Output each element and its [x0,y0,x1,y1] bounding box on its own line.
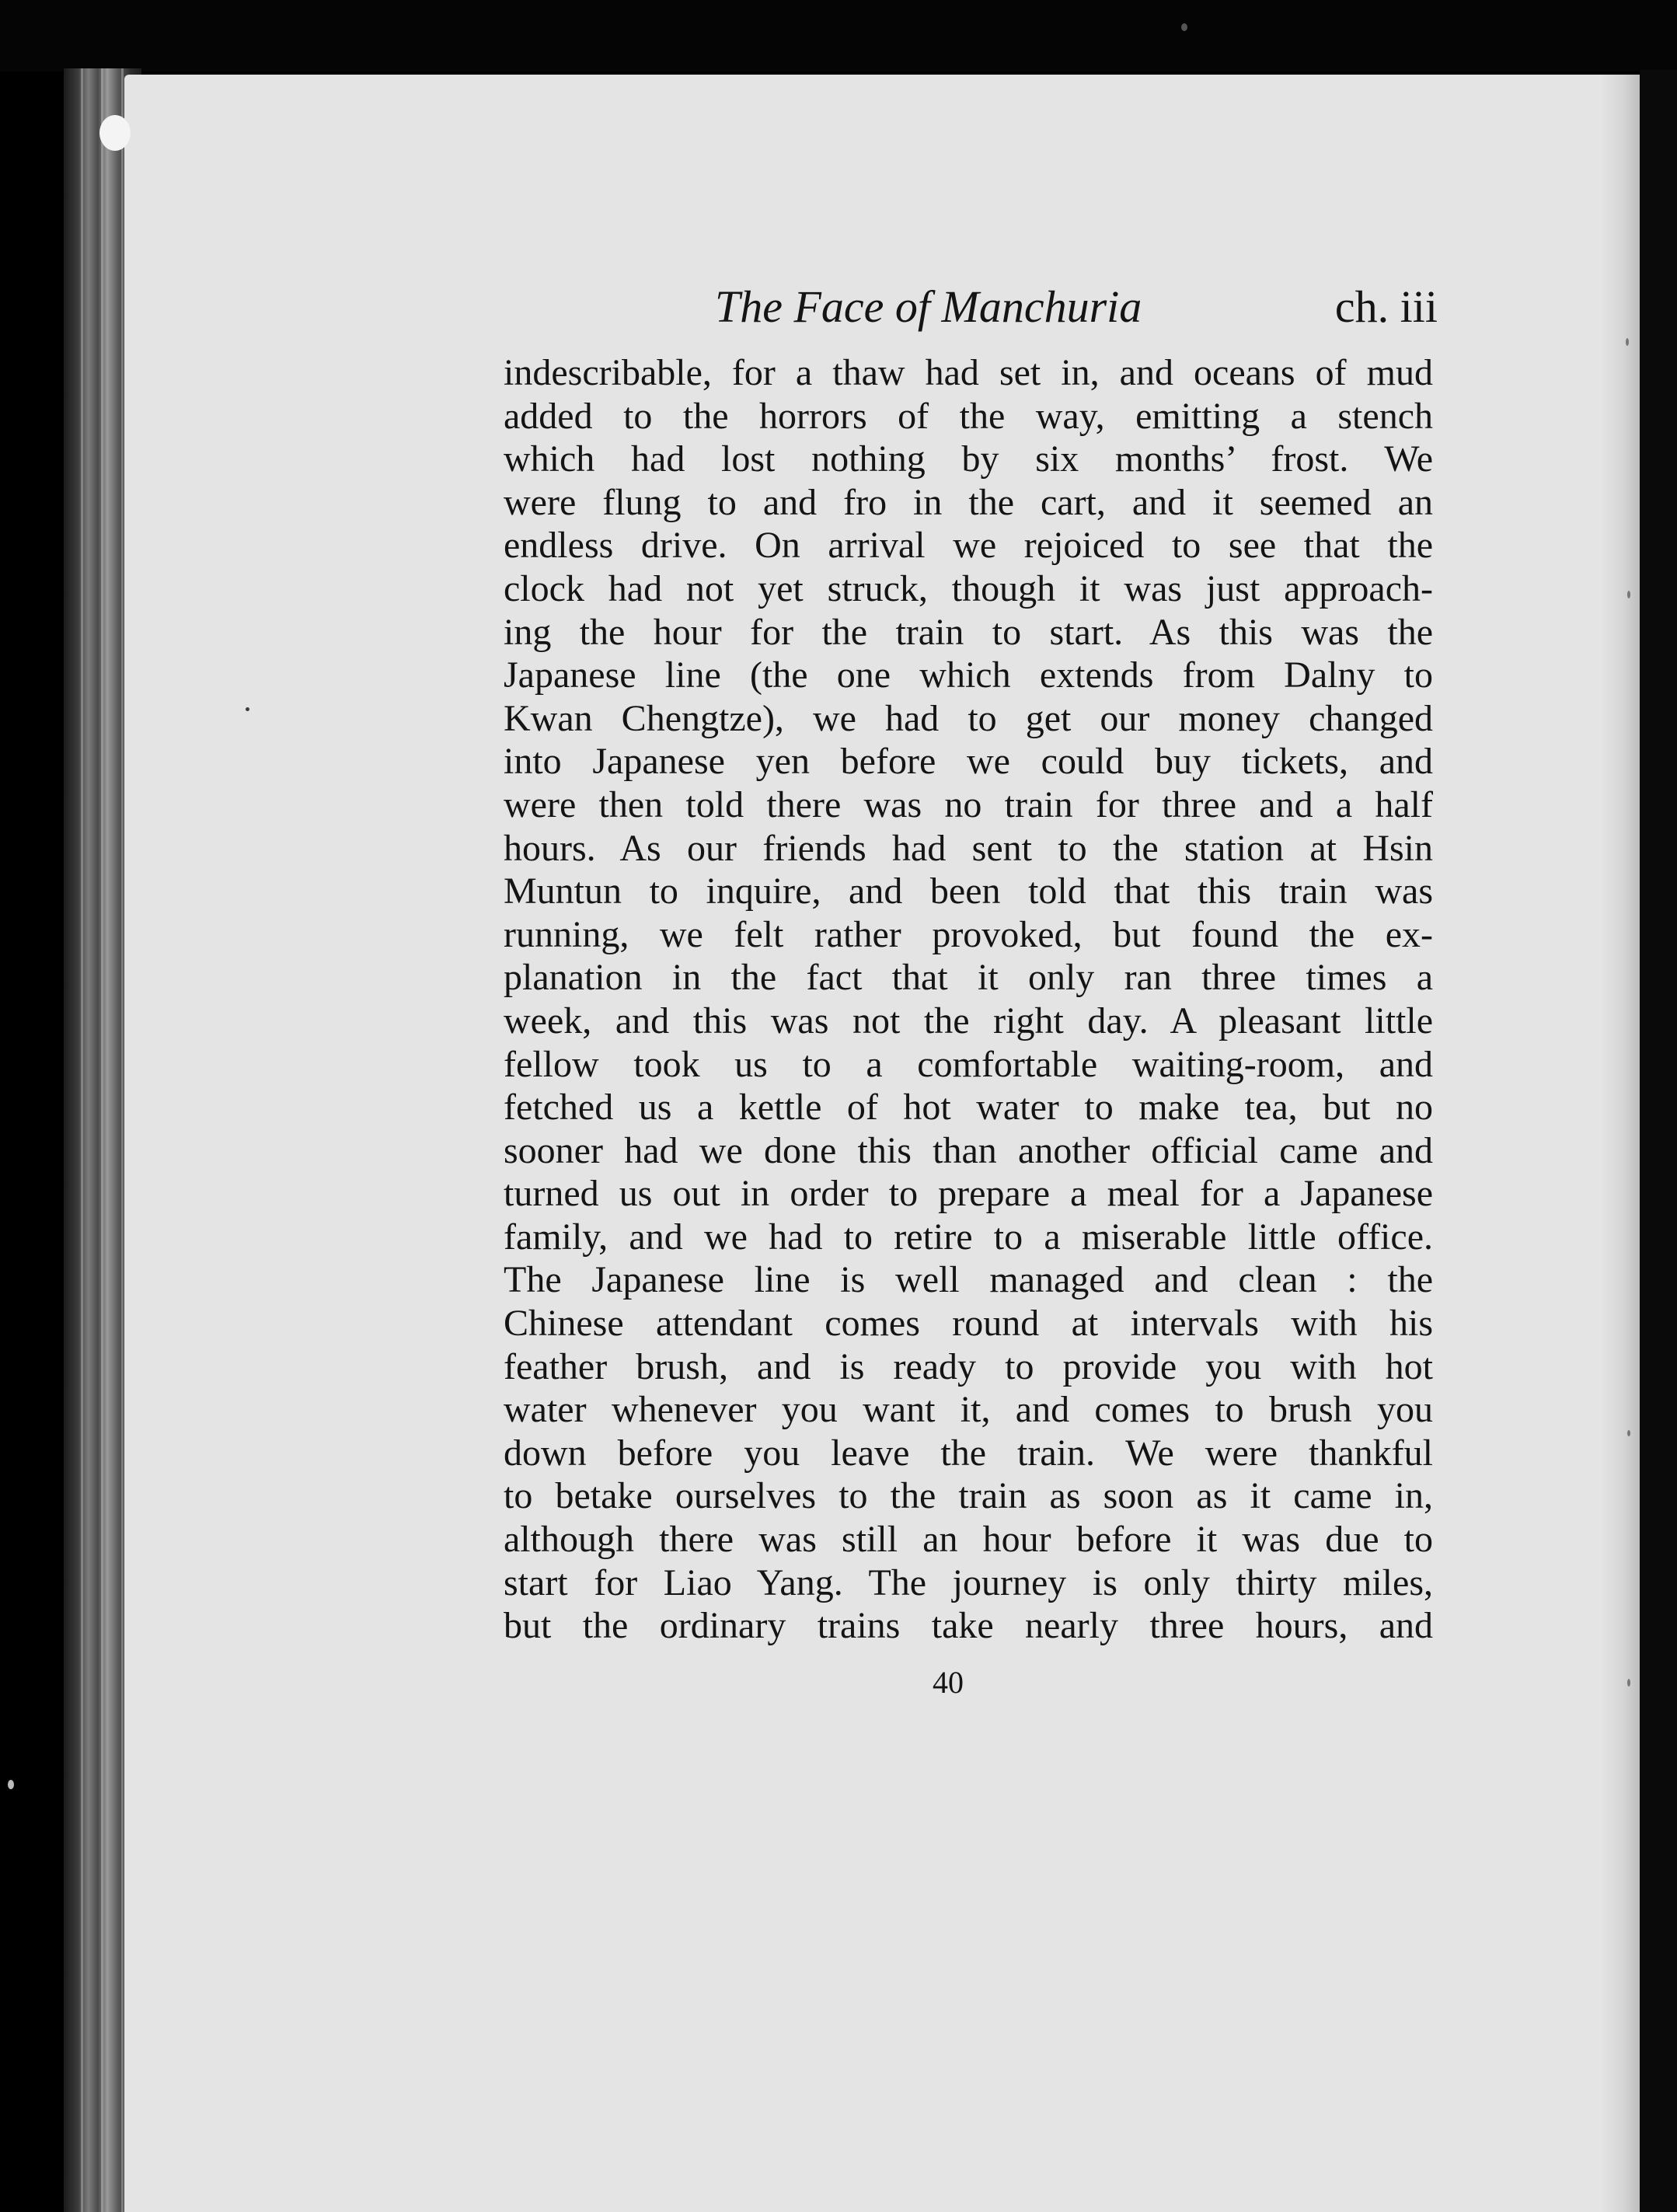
page-right-edge [1601,75,1640,2212]
scan-top-border [0,0,1677,72]
text-line: turned us out in order to prepare a meal for a Japanese [504,1173,1433,1215]
text-line: were then told there was no train for three and a half [504,783,1433,825]
text-line: hours. As our friends had sent to the station at Hsin [504,827,1433,869]
running-head [497,280,1438,334]
scan-right-border [1640,70,1677,2212]
text-line: which had lost nothing by six months’ frost. We [504,438,1433,480]
scan-speck [1627,591,1630,598]
text-line: clock had not yet struck, though it was just approach- [504,567,1433,609]
body-text [504,351,1433,1648]
running-head-chapter: ch. iii [1334,281,1438,332]
text-line: Chinese attendant comes round at intervals with his [504,1303,1433,1345]
scan-speck [1627,1430,1630,1436]
scan-speck [1627,1679,1630,1687]
text-line: although there was still an hour before it was due to [504,1519,1433,1561]
page-number: 40 [933,1665,964,1700]
scan-speck [8,1780,14,1789]
text-line: added to the horrors of the way, emitting a stench [504,395,1433,437]
text-line: week, and this was not the right day. A pleasant little [504,1000,1433,1041]
text-line: were flung to and fro in the cart, and it seemed an [504,481,1433,523]
text-line: down before you leave the train. We were thankful [504,1432,1433,1474]
text-line: Japanese line (the one which extends from Dalny to [504,654,1433,696]
text-line: fetched us a kettle of hot water to make tea, but no [504,1087,1433,1129]
running-head-title: The Face of Manchuria [715,281,1142,332]
spine-stripe [121,68,124,2212]
text-line: fellow took us to a comfortable waiting-room, and [504,1043,1433,1085]
text-line: family, and we had to retire to a miserable little office. [504,1216,1433,1258]
text-line: planation in the fact that it only ran three times a [504,957,1433,999]
text-line: into Japanese yen before we could buy tickets, and [504,741,1433,783]
spine-stripe [81,68,83,2212]
text-line: indescribable, for a thaw had set in, and oceans of mud [504,352,1433,393]
scan-speck [246,707,249,711]
text-line: Kwan Chengtze), we had to get our money changed [504,697,1433,739]
spine-stripe [101,68,103,2212]
text-line: The Japanese line is well managed and clean : the [504,1259,1433,1301]
text-line: to betake ourselves to the train as soon as it came in, [504,1475,1433,1517]
text-line: sooner had we done this than another official came and [504,1129,1433,1171]
scan-speck [1626,338,1629,346]
scan-speck [1181,23,1187,31]
text-line: water whenever you want it, and comes to brush you [504,1389,1433,1431]
text-line: but the ordinary trains take nearly three hours, and [504,1605,1433,1647]
text-line: ing the hour for the train to start. As this was the [504,611,1433,653]
text-line: endless drive. On arrival we rejoiced to see that the [504,525,1433,567]
text-line: feather brush, and is ready to provide you with hot [504,1345,1433,1387]
binding-hole [99,115,131,151]
text-line: Muntun to inquire, and been told that this train was [504,870,1433,912]
text-line: start for Liao Yang. The journey is only thirty miles, [504,1561,1433,1603]
text-line: running, we felt rather provoked, but found the ex- [504,913,1433,955]
